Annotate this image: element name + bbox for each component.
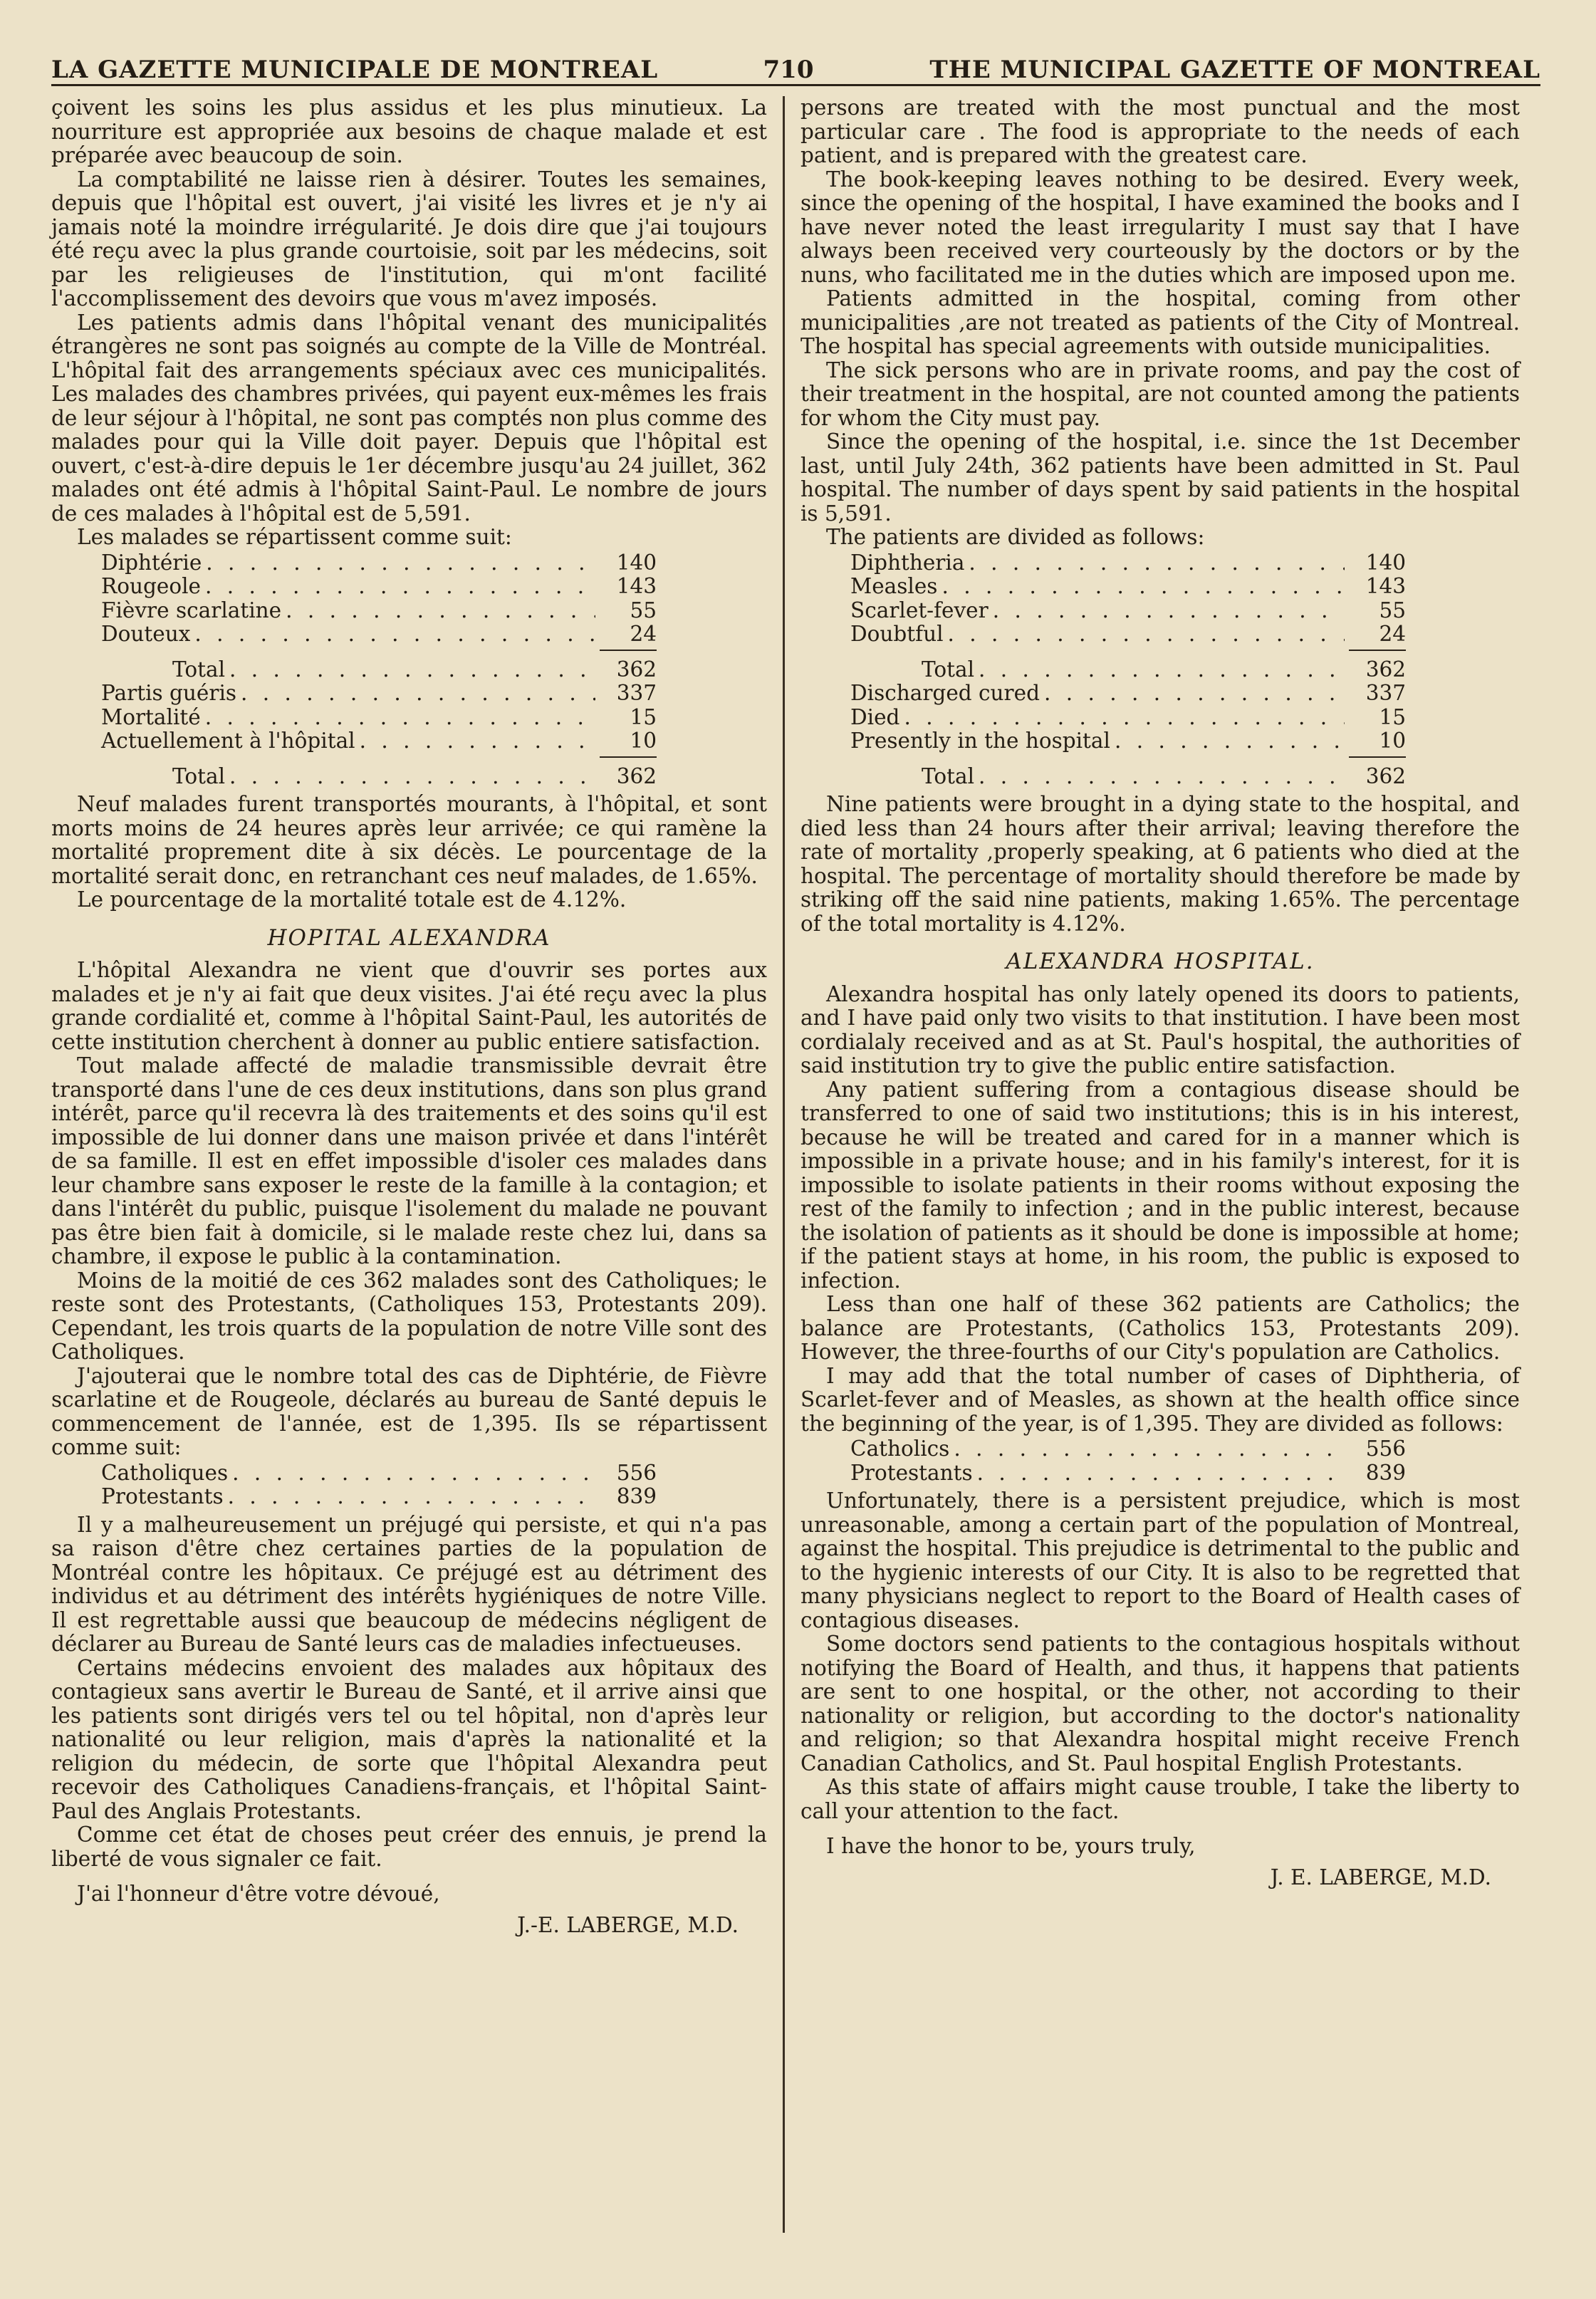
paragraph: Comme cet état de choses peut créer des ennuis, je prend la liberté de vous signaler ce fait.	[51, 1823, 767, 1871]
paragraph: Nine patients were brought in a dying state to the hospital, and died less than 24 hours after their arrival; leaving therefore the rate of mortality ,properly speaking, at 6 patients who died at the hospital. The percentage of mortality should therefore be made by striking off the said nine patients, making 1.65%. The percentage of the total mortality is 4.12%.	[800, 792, 1520, 936]
stats-value: 140	[1365, 550, 1406, 575]
paragraph: çoivent les soins les plus assidus et les plus minutieux. La nourriture est appropriée aux besoins de chaque malade et est préparée avec beaucoup de soin.	[51, 95, 767, 167]
stats-value: 140	[616, 550, 657, 575]
stats-value: 839	[1365, 1460, 1406, 1485]
column-rule	[783, 96, 785, 2233]
stats-label: Scarlet-fever	[850, 598, 989, 622]
paragraph: Le pourcentage de la mortalité totale est de 4.12%.	[77, 887, 627, 912]
paragraph: Il y a malheureusement un préjugé qui persiste, et qui n'a pas sa raison d'être chez certaines parties de la population de Montréal contre les hôpitaux. Ce préjugé est au détriment des individus et au détriment des intérêts hygiéniques de notre Ville. Il est regrettable aussi que beaucoup de médecins négligent de déclarer au Bureau de Santé leurs cas de maladies infectueuses.	[51, 1512, 767, 1656]
stats-value: 362	[1365, 657, 1406, 682]
stats-value: 556	[1365, 1437, 1406, 1461]
paragraph: Some doctors send patients to the contagious hospitals without notifying the Board of Health, and thus, it happens that patients are sent to one hospital, or the other, not according to their nationality or religion, but according to the doctor's nationality and religion; so that Alexandra hospital might receive French Canadian Catholics, and St. Paul hospital English Protestants.	[800, 1632, 1520, 1776]
stats-row	[850, 622, 1406, 647]
stats-total-row	[101, 658, 657, 682]
stats-row	[850, 599, 1406, 623]
stats-label: Discharged cured	[850, 681, 1040, 705]
stats-row	[101, 599, 657, 623]
sum-rule	[1349, 650, 1406, 651]
stats-value: 143	[616, 574, 657, 598]
stats-label: Total	[172, 657, 226, 682]
signature: J. E. LABERGE, M.D.	[1270, 1865, 1491, 1889]
paragraph: The sick persons who are in private rooms, and pay the cost of their treatment in the hospital, are not counted among the patients for whom the City must pay.	[800, 358, 1520, 430]
stats-row	[850, 729, 1406, 754]
stats-value: 839	[616, 1484, 657, 1508]
stats-row	[101, 1461, 657, 1486]
paragraph: L'hôpital Alexandra ne vient que d'ouvrir ses portes aux malades et je n'y ai fait que deux visites. J'ai été reçu avec la plus grande cordialité et, comme à l'hôpital Saint-Paul, les autorités de cette institution cherchent à donner au public entiere satisfaction.	[51, 958, 767, 1054]
paragraph: Since the opening of the hospital, i.e. since the 1st December last, until July 24th, 362 patients have been admitted in St. Paul hospital. The number of days spent by said patients in the hospital is 5,591.	[800, 429, 1520, 526]
stats-row	[101, 706, 657, 730]
paragraph: La comptabilité ne laisse rien à désirer. Toutes les semaines, depuis que l'hôpital est ouvert, j'ai visité les livres et je n'y ai jamais noté la moindre irrégularité. Je dois dire que j'ai toujours été reçu avec la plus grande courtoisie, soit par les médecins, soit par les religieuses de l'institution, qui m'ont facilité l'accomplissement des devoirs que vous m'avez imposés.	[51, 167, 767, 311]
stats-label: Diphtheria	[850, 550, 965, 575]
stats-label: Fièvre scarlatine	[101, 598, 282, 622]
stats-row	[850, 1461, 1406, 1486]
stats-total-row	[850, 658, 1406, 682]
sum-rule	[1349, 756, 1406, 758]
stats-row	[850, 682, 1406, 706]
paragraph: Neuf malades furent transportés mourants, à l'hôpital, et sont morts moins de 24 heures après leur arrivée; ce qui ramène la mortalité proprement dite à six décès. Le pourcentage de la mortalité serait donc, en retranchant ces neuf malades, de 1.65%.	[51, 792, 767, 888]
sum-rule	[600, 756, 657, 758]
stats-label: Total	[172, 763, 226, 788]
stats-value: 15	[630, 704, 657, 729]
stats-value: 10	[1379, 729, 1406, 753]
french-column	[51, 96, 767, 2233]
header-french-title: LA GAZETTE MUNICIPALE DE MONTREAL	[51, 56, 659, 84]
stats-total-row	[101, 765, 657, 789]
two-column-body	[51, 96, 1540, 2233]
stats-value: 24	[1379, 622, 1406, 646]
stats-table-diseases	[850, 551, 1406, 789]
stats-row	[101, 622, 657, 647]
stats-table-religion	[101, 1461, 657, 1509]
stats-label: Measles	[850, 574, 938, 598]
stats-row	[850, 1437, 1406, 1461]
stats-row	[101, 551, 657, 575]
closing-line: J'ai l'honneur d'être votre dévoué,	[77, 1882, 440, 1906]
section-heading: ALEXANDRA HOSPITAL.	[1006, 949, 1315, 974]
closing-line: I have the honor to be, yours truly,	[826, 1834, 1196, 1858]
paragraph: The book-keeping leaves nothing to be desired. Every week, since the opening of the hospital, I have examined the books and I have never noted the least irregularity I must say that I have always been received very courteously by the doctors or by the nuns, who facilitated me in the duties which are imposed upon me.	[800, 167, 1520, 287]
stats-label: Total	[922, 763, 975, 788]
stats-total-row	[850, 765, 1406, 789]
stats-row	[101, 682, 657, 706]
stats-value: 337	[616, 681, 657, 705]
paragraph: Patients admitted in the hospital, coming from other municipalities ,are not treated as patients of the City of Montreal. The hospital has special agreements with outside municipalities.	[800, 286, 1520, 358]
header-english-title: THE MUNICIPAL GAZETTE OF MONTREAL	[929, 56, 1540, 84]
paragraph: Tout malade affecté de maladie transmissible devrait être transporté dans l'une de ces deux institutions, dans son plus grand intérêt, parce qu'il recevra là des traitements et des soins qu'il est impossible de lui donner dans une maison privée et dans l'intérêt de sa famille. Il est en effet impossible d'isoler ces malades dans leur chambre sans exposer le reste de la famille à la contagion; et dans l'intérêt du public, puisque l'isolement du malade ne pouvant pas être bien fait à domicile, si le malade reste chez lui, dans sa chambre, il expose le public à la contamination.	[51, 1053, 767, 1268]
stats-value: 143	[1365, 574, 1406, 598]
paragraph: Any patient suffering from a contagious disease should be transferred to one of said two institutions; this is in his interest, because he will be treated and cared for in a manner which is impossible in a private house; and in his family's interest, for it is impossible to isolate patients in their rooms without exposing the rest of the family to infection ; and in the public interest, because the isolation of patients as it should be done is impossible at home; if the patient stays at home, in his room, the public is exposed to infection.	[800, 1077, 1520, 1293]
stats-row	[850, 551, 1406, 575]
stats-label: Protestants	[850, 1460, 973, 1485]
paragraph: Les malades se répartissent comme suit:	[77, 525, 512, 549]
paragraph: The patients are divided as follows:	[826, 525, 1205, 549]
stats-label: Rougeole	[101, 574, 201, 598]
paragraph: Les patients admis dans l'hôpital venant des municipalités étrangères ne sont pas soignés au compte de la Ville de Montréal. L'hôpital fait des arrangements spéciaux avec ces municipalités. Les malades des chambres privées, qui payent eux-mêmes les frais de leur séjour à l'hôpital, ne sont pas comptés non plus comme des malades pour qui la Ville doit payer. Depuis que l'hôpital est ouvert, c'est-à-dire depuis le 1er décembre jusqu'au 24 juillet, 362 malades ont été admis à l'hôpital Saint-Paul. Le nombre de jours de ces malades à l'hôpital est de 5,591.	[51, 310, 767, 526]
stats-value: 10	[630, 729, 657, 753]
stats-label: Diphtérie	[101, 550, 202, 575]
stats-row	[101, 575, 657, 599]
stats-label: Douteux	[101, 622, 191, 646]
stats-value: 556	[616, 1460, 657, 1485]
stats-row	[101, 729, 657, 754]
paragraph: Less than one half of these 362 patients are Catholics; the balance are Protestants, (Catholics 153, Protestants 209). However, the three-fourths of our City's population are Catholics.	[800, 1292, 1520, 1364]
paragraph: Moins de la moitié de ces 362 malades sont des Catholiques; le reste sont des Protestants, (Catholiques 153, Protestants 209). Cependant, les trois quarts de la population de notre Ville sont des Catholiques.	[51, 1268, 767, 1364]
stats-label: Partis guéris	[101, 681, 237, 705]
stats-label: Catholics	[850, 1437, 950, 1461]
stats-value: 362	[616, 763, 657, 788]
stats-label: Total	[922, 657, 975, 682]
section-heading: HOPITAL ALEXANDRA	[267, 924, 551, 951]
stats-row	[850, 706, 1406, 730]
english-column	[800, 96, 1520, 2233]
stats-label: Actuellement à l'hôpital	[101, 729, 355, 753]
stats-value: 55	[630, 598, 657, 622]
stats-label: Doubtful	[850, 622, 944, 646]
stats-label: Presently in the hospital	[850, 729, 1110, 753]
paragraph: Unfortunately, there is a persistent prejudice, which is most unreasonable, among a certain part of the population of Montreal, against the hospital. This prejudice is detrimental to the public and to the hygienic interests of our City. It is also to be regretted that many physicians neglect to report to the Board of Health cases of contagious diseases.	[800, 1489, 1520, 1632]
stats-value: 55	[1379, 598, 1406, 622]
stats-value: 24	[630, 622, 657, 646]
stats-value: 337	[1365, 681, 1406, 705]
stats-table-religion	[850, 1437, 1406, 1485]
paragraph: Certains médecins envoient des malades aux hôpitaux des contagieux sans avertir le Bureau de Santé, et il arrive ainsi que les patients sont dirigés vers tel ou tel hôpital, non d'après leur nationalité ou leur religion, mais d'après la nationalité et la religion du médecin, de sorte que l'hôpital Alexandra peut recevoir des Catholiques Canadiens-français, et l'hôpital Saint-Paul des Anglais Protestants.	[51, 1655, 767, 1823]
page-header	[51, 34, 1540, 86]
sum-rule	[600, 650, 657, 651]
stats-label: Protestants	[101, 1484, 224, 1508]
stats-row	[850, 575, 1406, 599]
stats-table-diseases	[101, 551, 657, 789]
signature: J.-E. LABERGE, M.D.	[517, 1912, 739, 1937]
stats-value: 362	[1365, 763, 1406, 788]
stats-label: Mortalité	[101, 704, 201, 729]
paragraph: As this state of affairs might cause trouble, I take the liberty to call your attention to the fact.	[800, 1775, 1520, 1823]
paragraph: J'ajouterai que le nombre total des cas de Diphtérie, de Fièvre scarlatine et de Rougeole, déclarés au bureau de Santé depuis le commencement de l'année, est de 1,395. Ils se répartissent comme suit:	[51, 1363, 767, 1459]
stats-value: 15	[1379, 704, 1406, 729]
stats-label: Died	[850, 704, 900, 729]
stats-row	[101, 1485, 657, 1509]
stats-value: 362	[616, 657, 657, 682]
paragraph: I may add that the total number of cases of Diphtheria, of Scarlet-fever and of Measles, as shown at the health office since the beginning of the year, is of 1,395. They are divided as follows:	[800, 1363, 1520, 1436]
paragraph: Alexandra hospital has only lately opened its doors to patients, and I have paid only two visits to that institution. I have been most cordialaly received and as at St. Paul's hospital, the authorities of said institution try to give the public entire satisfaction.	[800, 981, 1520, 1078]
paragraph: persons are treated with the most punctual and the most particular care . The food is appropriate to the needs of each patient, and is prepared with the greatest care.	[800, 95, 1520, 167]
stats-label: Catholiques	[101, 1460, 229, 1485]
page-number: 710	[763, 56, 814, 84]
